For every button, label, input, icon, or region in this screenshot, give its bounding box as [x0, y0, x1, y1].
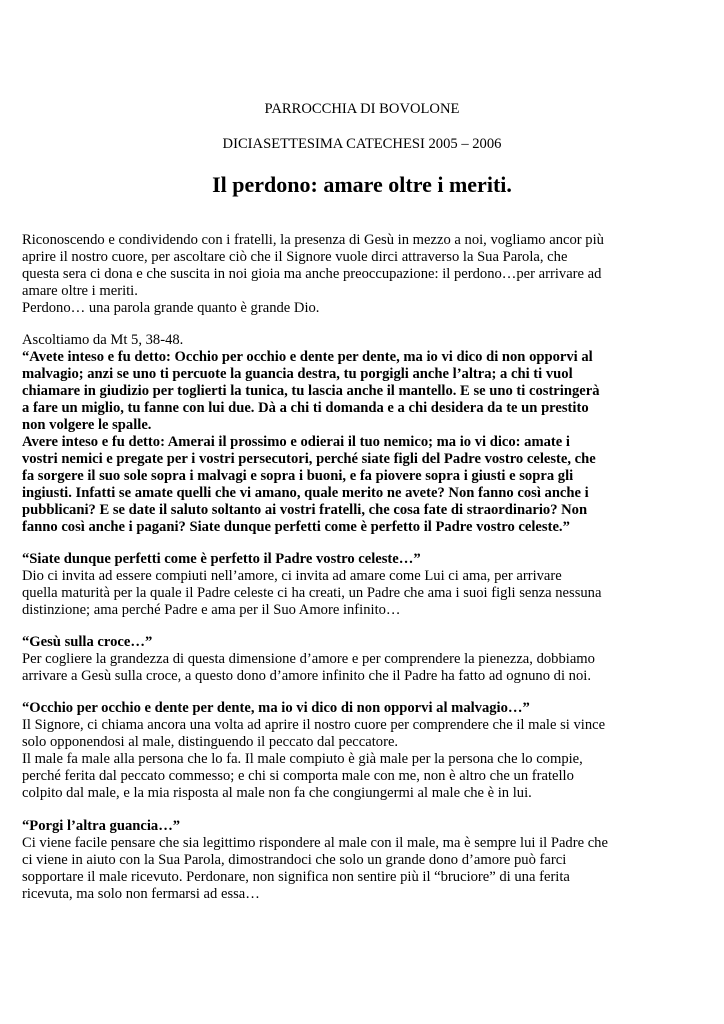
intro-line: Perdono… una parola grande quanto è grande Dio. [22, 300, 320, 316]
section-line: colpito dal male, e la mia risposta al male non fa che congiungermi al male che è in lui. [22, 785, 532, 801]
catechesis-subtitle: DICIASETTESIMA CATECHESI 2005 – 2006 [222, 136, 502, 152]
intro-line: amare oltre i meriti. [22, 283, 138, 299]
section-line: Per cogliere la grandezza di questa dimensione d’amore e per comprendere la pienezza, dobbiamo [22, 651, 595, 667]
section-line: Il Signore, ci chiama ancora una volta ad aprire il nostro cuore per comprendere che il male si vince [22, 717, 606, 733]
reading-line: ingiusti. Infatti se amate quelli che vi amano, quale merito ne avete? Non fanno così anche i [22, 485, 589, 501]
section-line: Dio ci invita ad essere compiuti nell’amore, ci invita ad amare come Lui ci ama, per arrivare [22, 568, 562, 584]
section-heading: “Siate dunque perfetti come è perfetto il Padre vostro celeste…” [22, 551, 421, 567]
reading-line: non volgere le spalle. [22, 417, 152, 433]
section-line: sopportare il male ricevuto. Perdonare, non significa non sentire più il “bruciore” di una ferita [22, 869, 570, 885]
intro-line: aprire il nostro cuore, per ascoltare ciò che il Signore vuole dirci attraverso la Sua Parola, che [22, 249, 568, 265]
section-line: quella maturità per la quale il Padre celeste ci ha creati, un Padre che ama i suoi figli senza nessuna [22, 585, 602, 601]
section-heading: “Gesù sulla croce…” [22, 634, 153, 650]
section-line: Il male fa male alla persona che lo fa. Il male compiuto è già male per la persona che lo compie, [22, 751, 583, 767]
section-line: perché ferita dal peccato commesso; e chi si comporta male con me, non è altro che un fratello [22, 768, 574, 784]
section-line: distinzione; ama perché Padre e ama per il Suo Amore infinito… [22, 602, 401, 618]
reading-line: fanno così anche i pagani? Siate dunque perfetti come è perfetto il Padre vostro celeste.” [22, 519, 570, 535]
intro-line: questa sera ci dona e che suscita in noi gioia ma anche preoccupazione: il perdono…per arrivare ad [22, 266, 602, 282]
reading-line: a fare un miglio, tu fanne con lui due. Dà a chi ti domanda e a chi desidera da te un prestito [22, 400, 589, 416]
section-heading: “Porgi l’altra guancia…” [22, 818, 181, 834]
page-title: Il perdono: amare oltre i meriti. [212, 172, 512, 197]
section-line: arrivare a Gesù sulla croce, a questo dono d’amore infinito che il Padre ha fatto ad ognuno di noi. [22, 668, 591, 684]
reading-reference: Ascoltiamo da Mt 5, 38-48. [22, 332, 184, 348]
section-line: solo opponendosi al male, distinguendo il peccato dal peccatore. [22, 734, 399, 750]
reading-line: “Avete inteso e fu detto: Occhio per occhio e dente per dente, ma io vi dico di non opporvi al [22, 349, 593, 365]
section-line: ci viene in aiuto con la Sua Parola, dimostrandoci che solo un grande dono d’amore può farci [22, 852, 567, 868]
section-line: ricevuta, ma solo non fermarsi ad essa… [22, 886, 260, 902]
reading-line: chiamare in giudizio per toglierti la tunica, tu lascia anche il mantello. E se uno ti costringerà [22, 383, 600, 399]
parish-name: PARROCCHIA DI BOVOLONE [264, 101, 460, 117]
reading-line: vostri nemici e pregate per i vostri persecutori, perché siate figli del Padre vostro celeste, che [22, 451, 596, 467]
reading-line: malvagio; anzi se uno ti percuote la guancia destra, tu porgigli anche l’altra; a chi ti vuol [22, 366, 573, 382]
reading-line: fa sorgere il suo sole sopra i malvagi e sopra i buoni, e fa piovere sopra i giusti e sopra gli [22, 468, 574, 484]
intro-line: Riconoscendo e condividendo con i fratelli, la presenza di Gesù in mezzo a noi, vogliamo ancor più [22, 232, 604, 248]
reading-line: pubblicani? E se date il saluto soltanto ai vostri fratelli, che cosa fate di straordinario? Non [22, 502, 588, 518]
section-line: Ci viene facile pensare che sia legittimo rispondere al male con il male, ma è sempre lui il Padre che [22, 835, 608, 851]
reading-line: Avere inteso e fu detto: Amerai il prossimo e odierai il tuo nemico; ma io vi dico: amate i [22, 434, 570, 450]
section-heading: “Occhio per occhio e dente per dente, ma io vi dico di non opporvi al malvagio…” [22, 700, 530, 716]
